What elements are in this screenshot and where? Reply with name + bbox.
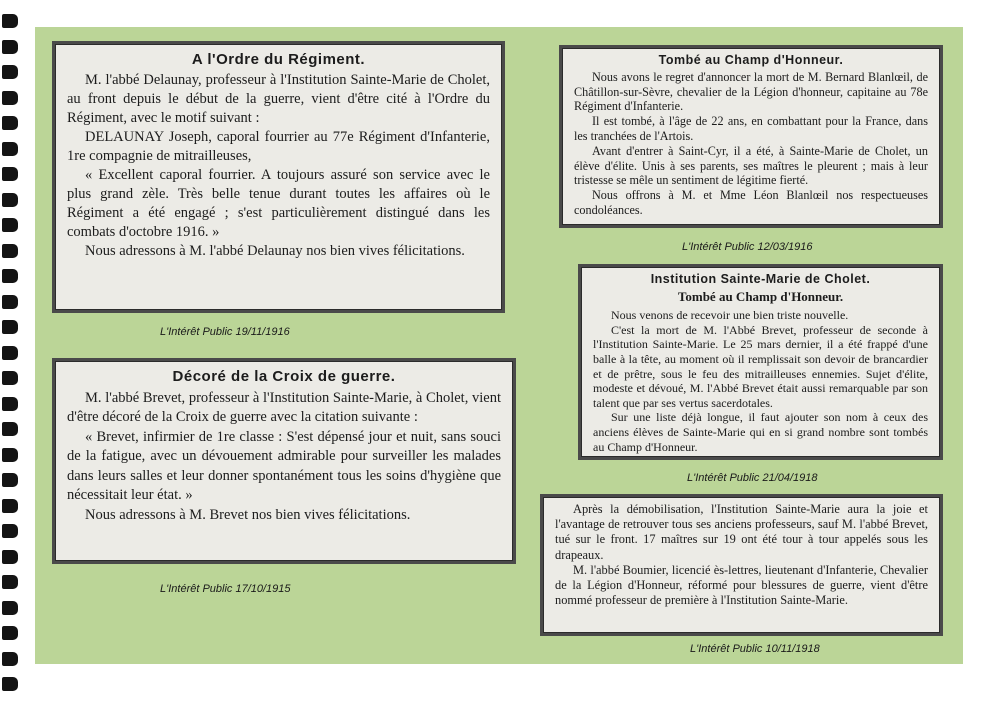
binding-ring <box>2 371 18 385</box>
clipping-institution-sainte-marie <box>578 264 943 460</box>
spiral-binding <box>0 0 24 701</box>
binding-ring <box>2 65 18 79</box>
clipping-caption: L'Intérêt Public 12/03/1916 <box>682 241 813 253</box>
clipping-caption: L'Intérêt Public 21/04/1918 <box>687 472 818 484</box>
binding-ring <box>2 218 18 232</box>
clipping-paragraph: Nous avons le regret d'annoncer la mort de M. Bernard Blanlœil, de Châtillon-sur-Sèvre, chevalier de la Légion d'honneur, capitaine au 78e Régiment d'Infanterie. <box>574 69 928 114</box>
binding-ring <box>2 652 18 666</box>
clipping-paragraph: « Brevet, infirmier de 1re classe : S'est dépensé jour et nuit, sans souci de la fatigue, avec un dévouement admirable pour surveiller les malades dans leurs salles et leur donner spontanément tous les soins d'hygiène que nécessitait leur état. » <box>67 428 501 503</box>
binding-ring <box>2 422 18 436</box>
binding-ring <box>2 91 18 105</box>
clipping-paragraph: Nous adressons à M. l'abbé Delaunay nos bien vives félicitations. <box>85 243 465 259</box>
binding-ring <box>2 40 18 54</box>
binding-ring <box>2 295 18 309</box>
binding-ring <box>2 524 18 538</box>
clipping-paragraph: M. l'abbé Delaunay, professeur à l'Institution Sainte-Marie de Cholet, au front depuis le début de la guerre, vient d'être cité à l'Ordre du Régiment, avec le motif suivant : <box>67 72 490 126</box>
binding-ring <box>2 473 18 487</box>
clipping-tombe-blanloeil <box>559 45 943 228</box>
clipping-demobilisation <box>540 494 943 636</box>
clipping-title: Institution Sainte-Marie de Cholet. <box>650 272 871 286</box>
clipping-paragraph: « Excellent caporal fourrier. A toujours assuré son service avec le plus grand zèle. Très belle tenue durant toutes les affaires où le Régiment a été engagé ; s'est particulièrement distingué dans les combats d'octobre 1916. » <box>67 167 490 240</box>
clipping-paragraph: DELAUNAY Joseph, caporal fourrier au 77e Régiment d'Infanterie, 1re compagnie de mitrailleuses, <box>67 129 490 164</box>
clipping-subtitle: Tombé au Champ d'Honneur. <box>677 288 844 304</box>
binding-ring <box>2 677 18 691</box>
clipping-paragraph: Sur une liste déjà longue, il faut ajouter son nom à ceux des anciens élèves de Sainte-Marie qui en si grand nombre sont tombés au Champ d'Honneur. <box>593 410 928 454</box>
clipping-paragraph: M. l'abbé Brevet, professeur à l'Institution Sainte-Marie, à Cholet, vient d'être décoré de la Croix de guerre avec la citation suivante : <box>67 389 501 425</box>
binding-ring <box>2 575 18 589</box>
clipping-ordre-du-regiment <box>52 41 505 313</box>
clipping-caption: L'Intérêt Public 19/11/1916 <box>160 326 290 338</box>
binding-ring <box>2 244 18 258</box>
binding-ring <box>2 626 18 640</box>
binding-ring <box>2 116 18 130</box>
binding-ring <box>2 601 18 615</box>
clipping-paragraph: M. l'abbé Boumier, licencié ès-lettres, lieutenant d'Infanterie, Chevalier de la Légion d'Honneur, réformé pour blessures de guerre, vient d'être nommé professeur de première à l'Institution Sainte-Marie. <box>555 562 928 608</box>
clipping-title: A l'Ordre du Régiment. <box>191 51 366 68</box>
clipping-paragraph: C'est la mort de M. l'Abbé Brevet, professeur de seconde à l'Institution Sainte-Marie. Le 25 mars dernier, il a été frappé d'une balle à la tête, au moment où il remplissait son devoir de brancardier et de prêtre, sous le feu des mitrailleuses ennemies. Sujet d'élite, modeste et dévoué, M. l'Abbé Brevet était aussi remarquable par son talent que par ses vertus sacerdotales. <box>593 322 928 410</box>
clipping-paragraph: Il est tombé, à l'âge de 22 ans, en combattant pour la France, dans les tranchées de l'Artois. <box>574 114 928 143</box>
binding-ring <box>2 142 18 156</box>
binding-ring <box>2 167 18 181</box>
clipping-title: Décoré de la Croix de guerre. <box>172 368 396 385</box>
clipping-caption: L'Intérêt Public 17/10/1915 <box>160 583 291 595</box>
clipping-paragraph: Nous adressons à M. Brevet nos bien vives félicitations. <box>85 506 411 523</box>
clipping-croix-de-guerre <box>52 358 516 564</box>
binding-ring <box>2 193 18 207</box>
clipping-paragraph: Nous offrons à M. et Mme Léon Blanlœil nos respectueuses condoléances. <box>574 188 928 217</box>
binding-ring <box>2 14 18 28</box>
clipping-caption: L'Intérêt Public 10/11/1918 <box>690 643 820 655</box>
binding-ring <box>2 397 18 411</box>
clipping-paragraph: Après la démobilisation, l'Institution Sainte-Marie aura la joie et l'avantage de retrouver tous ses anciens professeurs, sauf M. l'abbé Brevet, tué sur le front. 17 maîtres sur 19 ont été tour à tour appelés sous les drapeaux. <box>555 502 928 562</box>
binding-ring <box>2 499 18 513</box>
clipping-paragraph: Avant d'entrer à Saint-Cyr, il a été, à Sainte-Marie de Cholet, un élève d'élite. Unis à ses parents, ses maîtres le pleurent ; mais à leur tristesse se mêle un sentiment de légitime fierté. <box>574 143 928 188</box>
binding-ring <box>2 346 18 360</box>
binding-ring <box>2 550 18 564</box>
binding-ring <box>2 269 18 283</box>
clipping-title: Tombé au Champ d'Honneur. <box>658 53 844 67</box>
binding-ring <box>2 448 18 462</box>
binding-ring <box>2 320 18 334</box>
clipping-paragraph: Nous venons de recevoir une bien triste nouvelle. <box>611 308 849 323</box>
